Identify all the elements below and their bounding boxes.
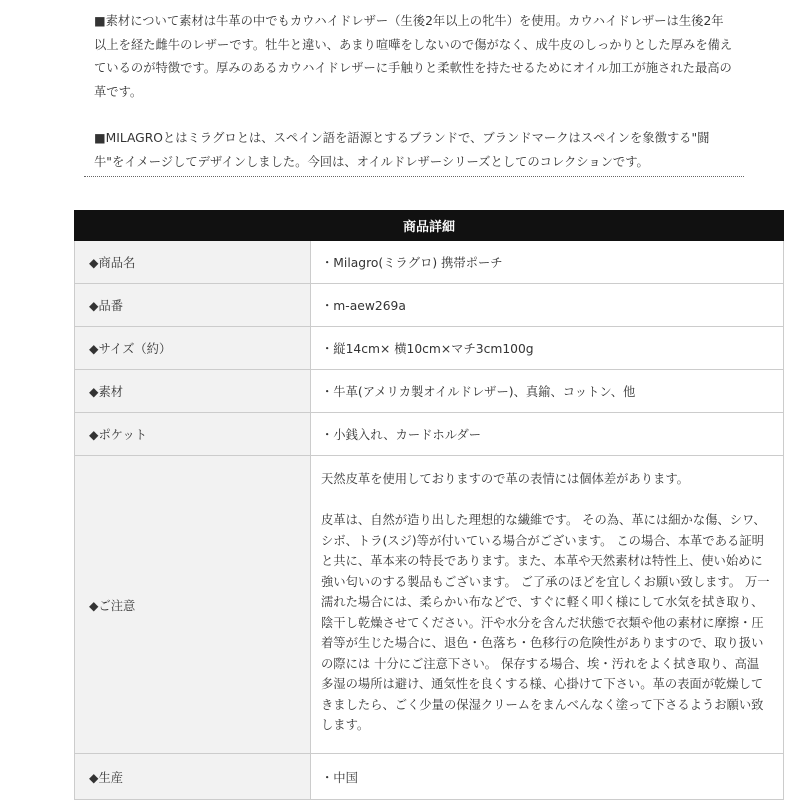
- row-label-notes: ◆ご注意: [75, 456, 311, 754]
- table-row: [75, 456, 784, 754]
- notes-paragraph: 天然皮革を使用しておりますので革の表情には個体差があります。: [321, 472, 689, 487]
- table-header: 商品詳細: [75, 211, 784, 241]
- row-value-material: ・牛革(アメリカ製オイルドレザー)、真鍮、コットン、他: [311, 370, 784, 413]
- table-row: [75, 754, 784, 800]
- table-row: [75, 413, 784, 456]
- row-value-pocket: ・小銭入れ、カードホルダー: [311, 413, 784, 456]
- table-row: [75, 370, 784, 413]
- row-label-origin: ◆生産: [75, 754, 311, 800]
- row-value-product-code: ・m-aew269a: [311, 284, 784, 327]
- table-row: [75, 327, 784, 370]
- row-label-material: ◆素材: [75, 370, 311, 413]
- product-details-table: [74, 210, 784, 800]
- product-description: [94, 10, 734, 174]
- row-value-size: ・縦14cm× 横10cm×マチ3cm100g: [311, 327, 784, 370]
- row-label-size: ◆サイズ（約）: [75, 327, 311, 370]
- row-label-pocket: ◆ポケット: [75, 413, 311, 456]
- table-row: [75, 284, 784, 327]
- notes-paragraph: 皮革は、自然が造り出した理想的な繊維です。 その為、革には細かな傷、シワ、シボ、トラ(スジ)等が付いている場合がございます。 この場合、本革である証明と共に、革本来の特長であります。また、本革や天然素材は特性上、使い始めに強い匂いのする製品もございます。 ご了承のほどを宜しくお願い致します。 万一濡れた場合には、柔らかい布などで、すぐに軽く叩く様にして水気を拭き取り、 陰干し乾燥させてください。汗や水分を含んだ状態で衣類や他の素材に摩擦・圧着等が生じた場合に、退色・色落ち・色移行の危険性がありますので、取り扱いの際には 十分にご注意下さい。 保存する場合、埃・汚れをよく拭き取り、高温多湿の場所は避け、通気性を良くする様、心掛けて下さい。革の表面が乾燥してきましたら、ごく少量の保湿クリームをまんべんなく塗って下さるようお願い致します。: [321, 513, 770, 733]
- row-label-product-name: ◆商品名: [75, 241, 311, 284]
- row-value-origin: ・中国: [311, 754, 784, 800]
- row-label-product-code: ◆品番: [75, 284, 311, 327]
- dotted-divider: [84, 176, 744, 177]
- brand-description: ■MILAGROとはミラグロとは、スペイン語を語源とするブランドで、ブランドマークはスペインを象徴する"闘牛"をイメージしてデザインしました。今回は、オイルドレザーシリーズとしてのコレクションです。: [94, 131, 710, 169]
- table-row: [75, 241, 784, 284]
- row-value-notes: [311, 456, 784, 754]
- row-value-product-name: ・Milagro(ミラグロ) 携帯ポーチ: [311, 241, 784, 284]
- material-description: ■素材について素材は牛革の中でもカウハイドレザー（生後2年以上の牝牛）を使用。カウハイドレザーは生後2年以上を経た雌牛のレザーです。牡牛と違い、あまり喧嘩をしないので傷がなく、成牛皮のしっかりとした厚みを備えているのが特徴です。厚みのあるカウハイドレザーに手触りと柔軟性を持たせるためにオイル加工が施された最高の革です。: [94, 14, 733, 99]
